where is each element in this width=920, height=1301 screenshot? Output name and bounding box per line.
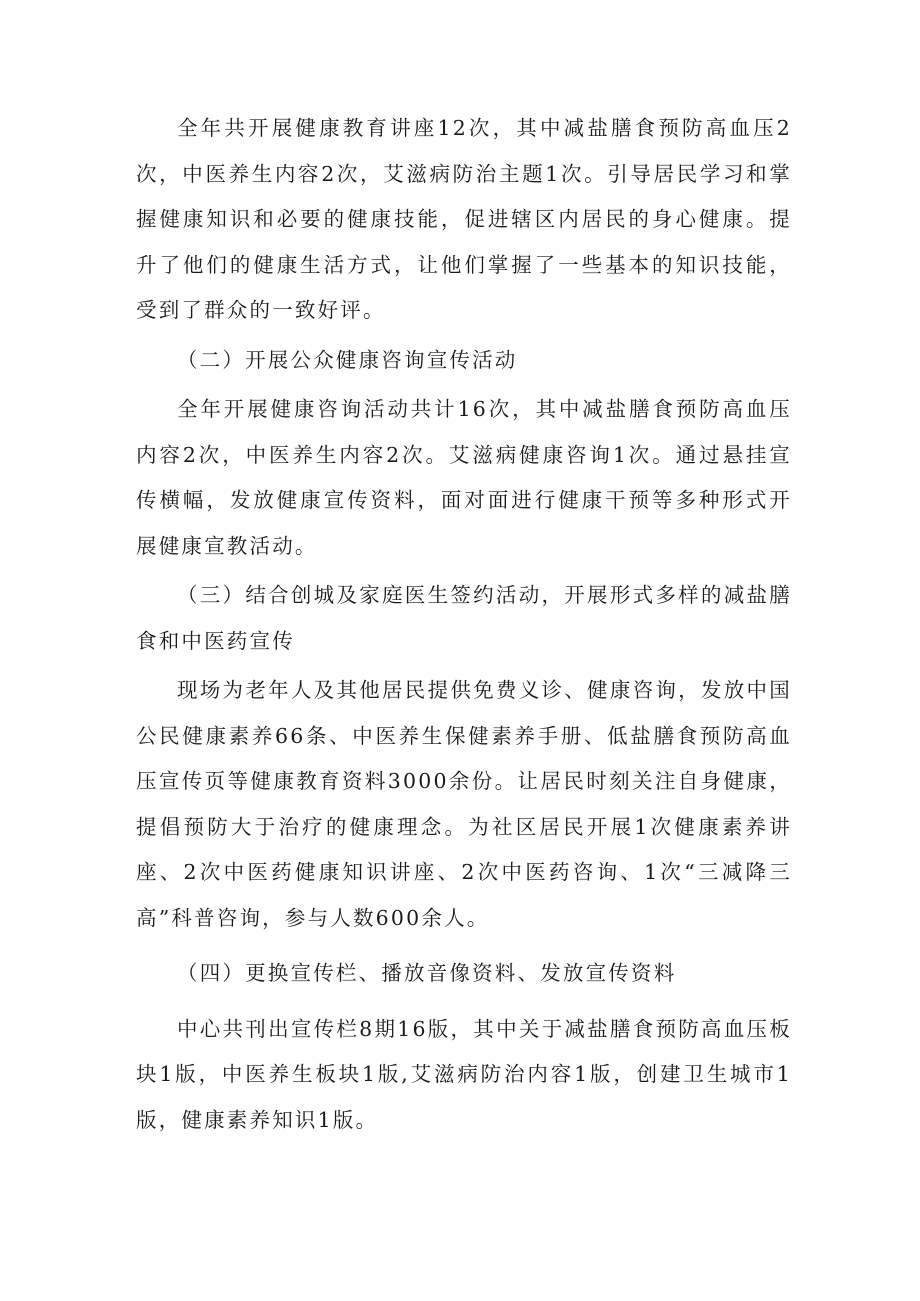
document-page bbox=[136, 106, 792, 1143]
section-heading-2: （二）开展公众健康咨询宣传活动 bbox=[177, 347, 518, 372]
section-heading-3: （三）结合创城及家庭医生签约活动，开展形式多样的减盐膳食和中医药宣传 bbox=[136, 583, 792, 653]
paragraph-lectures: 全年共开展健康教育讲座12次，其中减盐膳食预防高血压2次，中医养生内容2次，艾滋病防治主题1次。引导居民学习和掌握健康知识和必要的健康技能，促进辖区内居民的身心健康。提升了他们的健康生活方式，让他们掌握了一些基本的知识技能，受到了群众的一致好评。 bbox=[136, 116, 792, 322]
paragraph-bulletin: 中心共刊出宣传栏8期16版，其中关于减盐膳食预防高血压板块1版，中医养生板块1版,艾滋病防治内容1版，创建卫生城市1版，健康素养知识1版。 bbox=[136, 1016, 792, 1132]
paragraph-consultation: 全年开展健康咨询活动共计16次，其中减盐膳食预防高血压内容2次，中医养生内容2次。艾滋病健康咨询1次。通过悬挂宣传横幅，发放健康宣传资料，面对面进行健康干预等多种形式开展健康宣教活动。 bbox=[136, 397, 792, 558]
section-heading-4: （四）更换宣传栏、播放音像资料、发放宣传资料 bbox=[177, 961, 677, 985]
paragraph-clinic: 现场为老年人及其他居民提供免费义诊、健康咨询，发放中国公民健康素养66条、中医养生保健素养手册、低盐膳食预防高血压宣传页等健康教育资料3000余份。让居民时刻关注自身健康，提倡预防大于治疗的健康理念。为社区居民开展1次健康素养讲座、2次中医药健康知识讲座、2次中医药咨询、1次“三减降三高”科普咨询，参与人数600余人。 bbox=[136, 678, 792, 930]
